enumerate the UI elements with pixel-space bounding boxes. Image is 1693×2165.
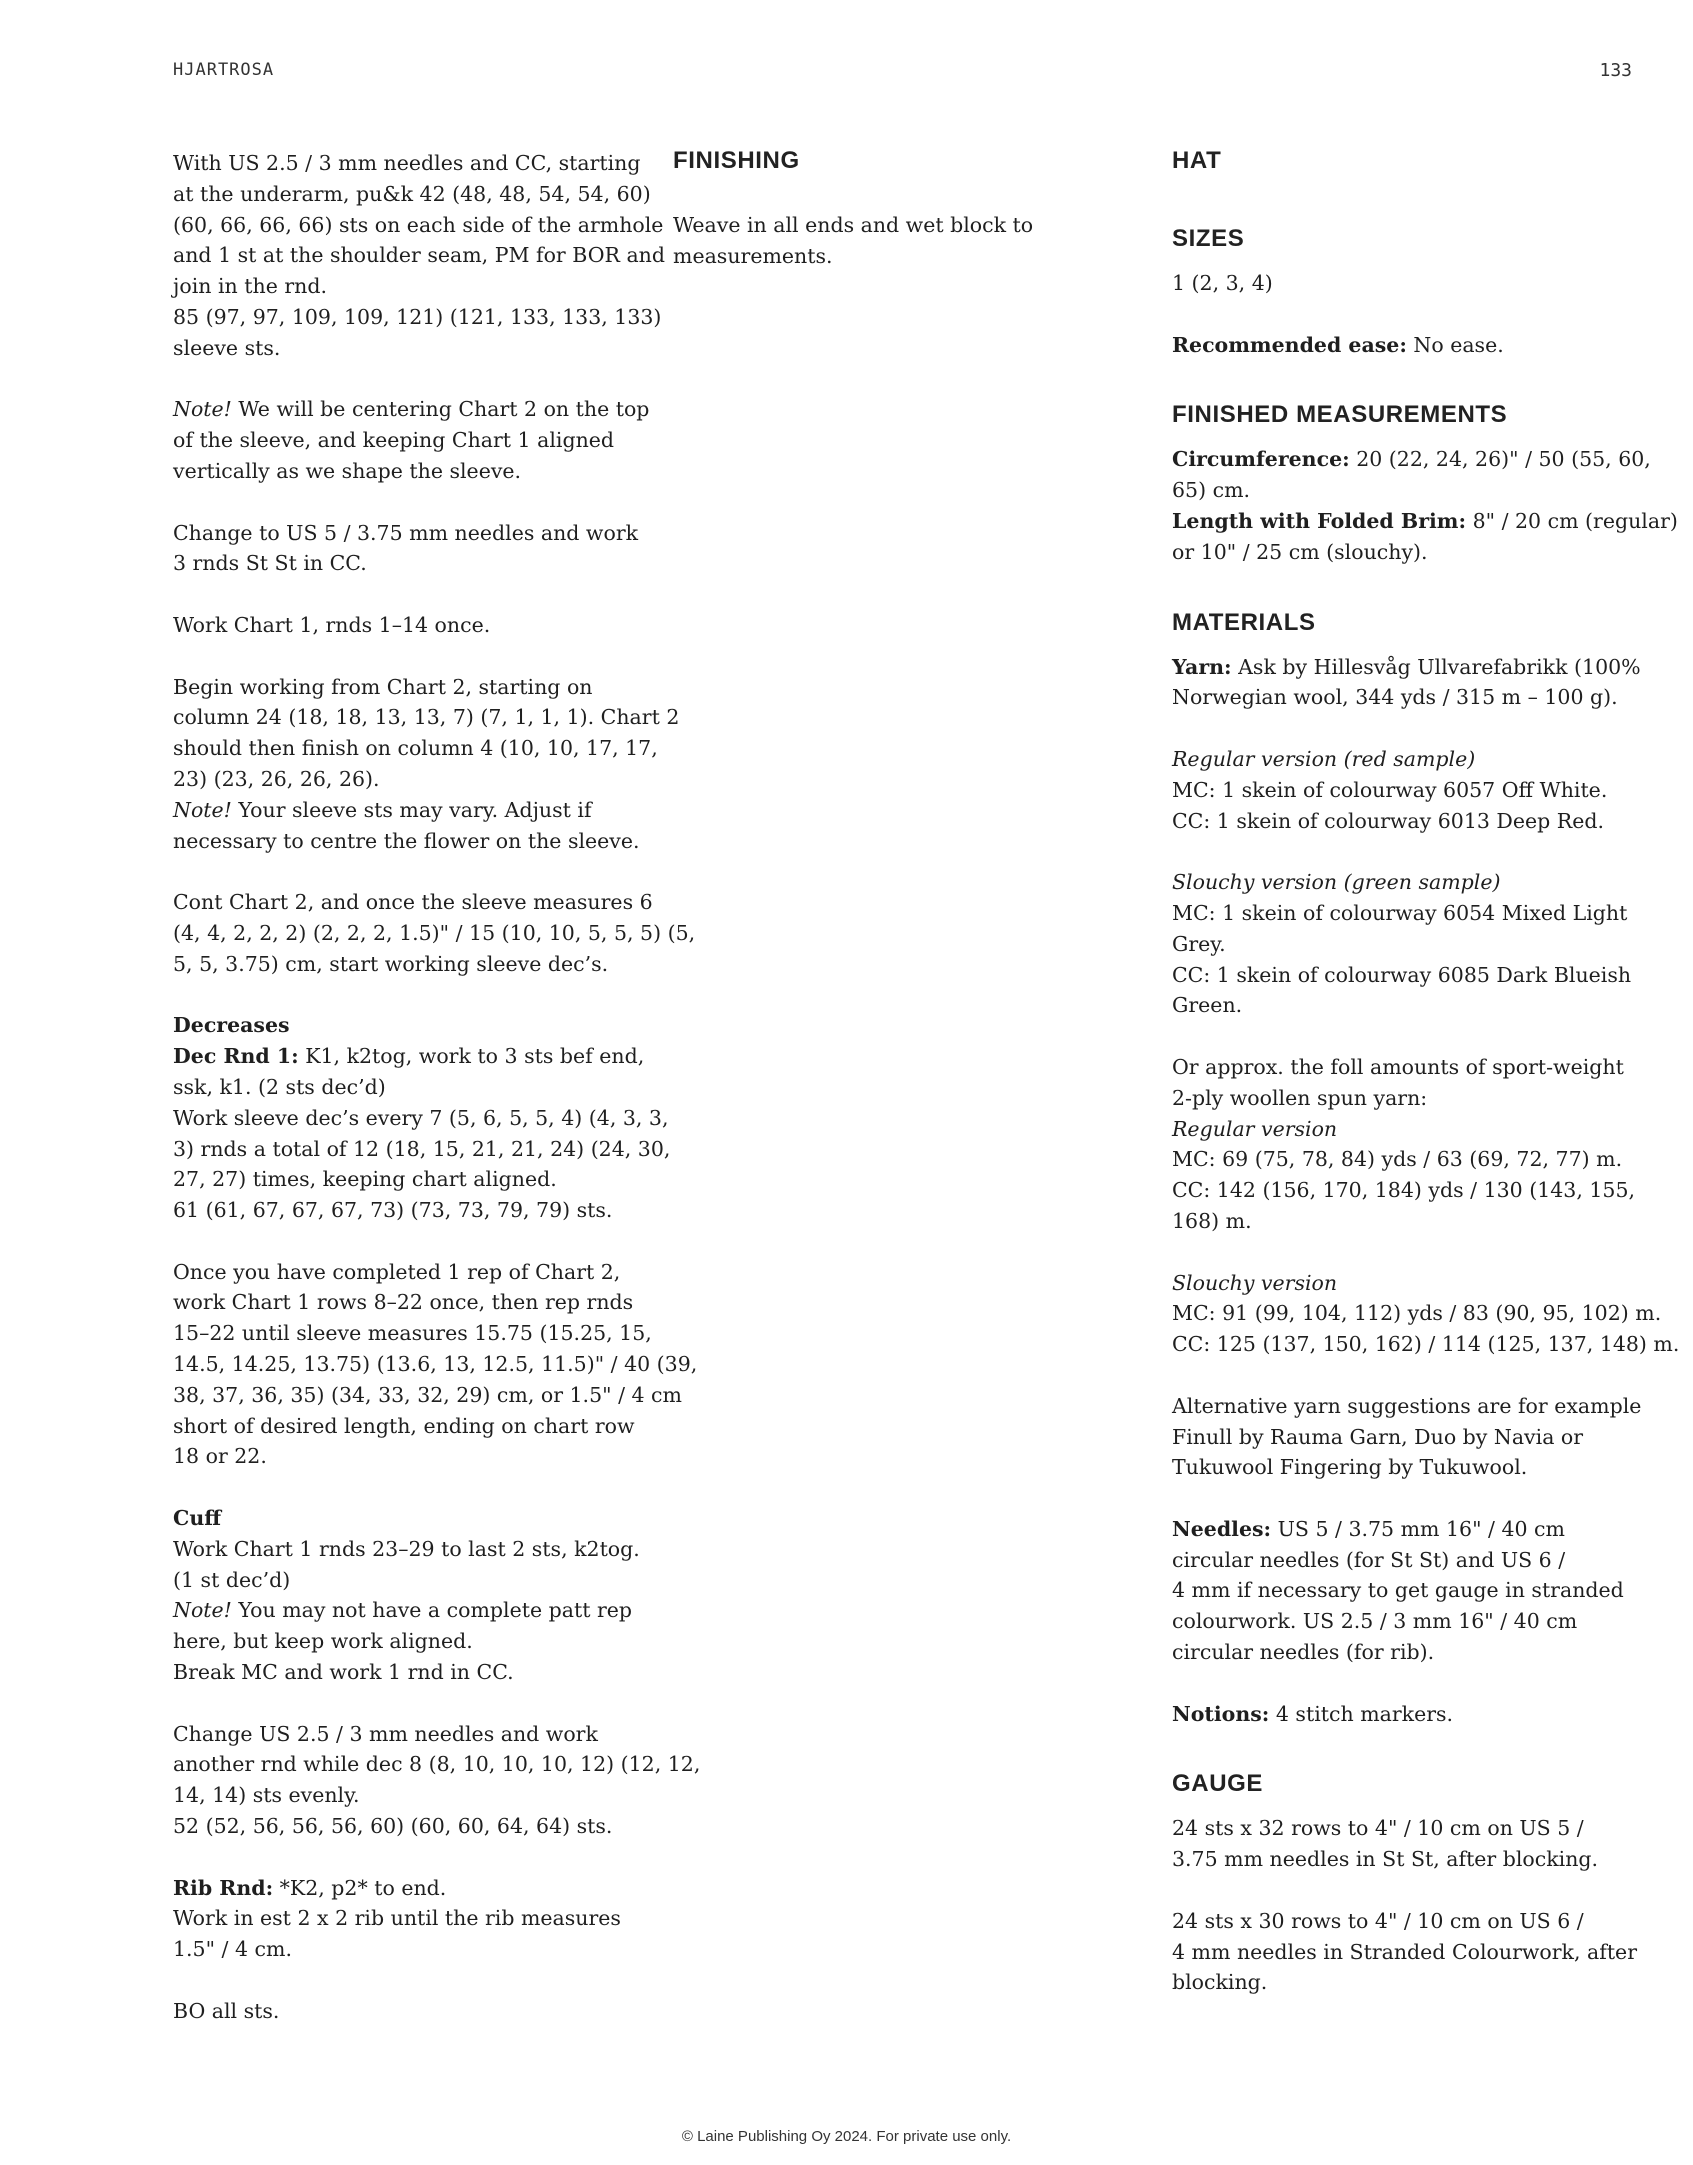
text-line: Tukuwool Fingering by Tukuwool. xyxy=(1172,1455,1528,1480)
notions-label: Notions: xyxy=(1172,1701,1270,1726)
text-line xyxy=(1172,444,1651,475)
finishing-heading: FINISHING xyxy=(673,147,800,174)
text-line xyxy=(173,1041,643,1072)
sizes-value: 1 (2, 3, 4) xyxy=(1172,271,1273,295)
text-line: column 24 (18, 18, 13, 13, 7) (7, 1, 1, 1). Chart 2 xyxy=(173,705,680,730)
text-line: (1 st dec’d) xyxy=(173,1567,291,1592)
text-line: Work sleeve dec’s every 7 (5, 6, 5, 5, 4) (4, 3, 3, xyxy=(173,1105,669,1130)
length-label: Length with Folded Brim: xyxy=(1172,508,1467,533)
cuff-heading: Cuff xyxy=(173,1506,222,1531)
sizes-paragraph xyxy=(1172,268,1642,299)
text-line: Green. xyxy=(1172,993,1243,1018)
text-line: ssk, k1. (2 sts dec’d) xyxy=(173,1074,386,1099)
text-line: CC: 1 skein of colourway 6013 Deep Red. xyxy=(1172,808,1604,833)
text-line: CC: 125 (137, 150, 162) / 114 (125, 137, 148) m. xyxy=(1172,1332,1680,1357)
text-line: 5, 5, 3.75) cm, start working sleeve dec’s. xyxy=(173,951,609,976)
cuff-decrease-paragraph xyxy=(173,1719,701,1842)
text-line: MC: 69 (75, 78, 84) yds / 63 (69, 72, 77) m. xyxy=(1172,1147,1623,1172)
note-label: Note! xyxy=(173,397,232,422)
text-line: Work Chart 1, rnds 1–14 once. xyxy=(173,612,491,637)
yarn-paragraph xyxy=(1172,652,1642,714)
text-line: measurements. xyxy=(673,243,833,268)
text-line: colourwork. US 2.5 / 3 mm 16" / 40 cm xyxy=(1172,1609,1578,1634)
text-line: 3.75 mm needles in St St, after blocking. xyxy=(1172,1847,1599,1872)
cuff-section xyxy=(173,1503,643,1688)
text-line: circular needles (for St St) and US 6 / xyxy=(1172,1547,1566,1572)
text-line: Weave in all ends and wet block to xyxy=(673,213,1034,237)
text-line: (4, 4, 2, 2, 2) (2, 2, 2, 1.5)" / 15 (10, 10, 5, 5, 5) (5, xyxy=(173,920,696,945)
approx-slouchy-title: Slouchy version xyxy=(1172,1270,1338,1295)
needle-change-paragraph xyxy=(173,518,643,580)
text-line: at the underarm, pu&k 42 (48, 48, 54, 54, 60) xyxy=(173,181,651,206)
text-line: (60, 66, 66, 66) sts on each side of the armhole xyxy=(173,212,664,237)
text-line: vertically as we shape the sleeve. xyxy=(173,458,522,483)
text-line: Cont Chart 2, and once the sleeve measures 6 xyxy=(173,890,653,915)
text-line xyxy=(173,1595,643,1626)
dec-rnd-text: K1, k2tog, work to 3 sts bef end, xyxy=(298,1044,645,1069)
text-line: short of desired length, ending on chart row xyxy=(173,1413,635,1438)
length-value: 8" / 20 cm (regular) xyxy=(1466,508,1678,533)
text-line: Work Chart 1 rnds 23–29 to last 2 sts, k2tog. xyxy=(173,1536,640,1561)
text-line: MC: 1 skein of colourway 6054 Mixed Light xyxy=(1172,900,1628,925)
text-line: 24 sts x 32 rows to 4" / 10 cm on US 5 / xyxy=(1172,1816,1584,1841)
text-line: 14.5, 14.25, 13.75) (13.6, 13, 12.5, 11.5)" / 40 (39, xyxy=(173,1352,698,1377)
sizes-heading: SIZES xyxy=(1172,225,1245,252)
text-line: 4 mm needles in Stranded Colourwork, after xyxy=(1172,1939,1637,1964)
finishing-column xyxy=(673,148,1143,272)
text-line: 18 or 22. xyxy=(173,1444,267,1469)
text-line: work Chart 1 rows 8–22 once, then rep rnds xyxy=(173,1290,634,1315)
hat-column xyxy=(1172,147,1680,1998)
regular-version-paragraph xyxy=(1172,744,1642,836)
hat-heading: HAT xyxy=(1172,147,1222,174)
copyright-footer: © Laine Publishing Oy 2024. For private use only. xyxy=(681,2128,1012,2145)
text-line: 14, 14) sts evenly. xyxy=(173,1783,360,1808)
text-line xyxy=(1172,1514,1642,1545)
finished-measurements-heading: FINISHED MEASUREMENTS xyxy=(1172,401,1508,429)
text-line: 27, 27) times, keeping chart aligned. xyxy=(173,1167,557,1192)
text-line xyxy=(173,795,643,826)
text-line: Begin working from Chart 2, starting on xyxy=(173,674,593,699)
approx-amounts-paragraph xyxy=(1172,1052,1642,1237)
note-text: You may not have a complete patt rep xyxy=(231,1598,633,1623)
approx-slouchy-paragraph xyxy=(1172,1268,1680,1360)
finishing-paragraph xyxy=(673,210,1143,272)
text-line: 85 (97, 97, 109, 109, 121) (121, 133, 133, 133) xyxy=(173,304,662,329)
measurements-paragraph xyxy=(1172,444,1678,567)
materials-heading: MATERIALS xyxy=(1172,608,1316,636)
text-line: 168) m. xyxy=(1172,1208,1252,1233)
bind-off-paragraph xyxy=(173,1996,643,2027)
text-line: 38, 37, 36, 35) (34, 33, 32, 29) cm, or 1.5" / 4 cm xyxy=(173,1382,682,1407)
text-line: circular needles (for rib). xyxy=(1172,1640,1435,1665)
text-line: Alternative yarn suggestions are for example xyxy=(1172,1393,1642,1418)
text-line: 52 (52, 56, 56, 56, 60) (60, 60, 64, 64) sts. xyxy=(173,1814,613,1839)
chart1-paragraph xyxy=(173,610,643,641)
text-line xyxy=(173,1873,643,1904)
rib-rnd-label: Rib Rnd: xyxy=(173,1875,274,1900)
chart-centering-note xyxy=(173,394,650,486)
text-line: Break MC and work 1 rnd in CC. xyxy=(173,1660,514,1685)
text-line: Change US 2.5 / 3 mm needles and work xyxy=(173,1721,598,1746)
regular-version-title: Regular version (red sample) xyxy=(1172,746,1476,771)
text-line: 3) rnds a total of 12 (18, 15, 21, 21, 24) (24, 30, xyxy=(173,1136,671,1161)
text-line xyxy=(1172,1699,1642,1730)
decreases-heading: Decreases xyxy=(173,1013,290,1038)
circumference-value: 20 (22, 24, 26)" / 50 (55, 60, xyxy=(1349,447,1651,472)
text-line: 24 sts x 30 rows to 4" / 10 cm on US 6 / xyxy=(1172,1908,1584,1933)
text-line: CC: 1 skein of colourway 6085 Dark Blueish xyxy=(1172,962,1632,987)
text-line: BO all sts. xyxy=(173,1998,280,2023)
rib-paragraph xyxy=(173,1873,643,1965)
text-line: of the sleeve, and keeping Chart 1 aligned xyxy=(173,428,615,453)
chart2-paragraph xyxy=(173,672,680,857)
circumference-label: Circumference: xyxy=(1172,447,1350,472)
text-line: 61 (61, 67, 67, 67, 73) (73, 73, 79, 79) sts. xyxy=(173,1198,613,1223)
decreases-section xyxy=(173,1010,671,1226)
gauge-heading: GAUGE xyxy=(1172,1770,1264,1798)
text-line xyxy=(173,394,650,425)
notions-value: 4 stitch markers. xyxy=(1269,1701,1454,1726)
text-line: 4 mm if necessary to get gauge in stranded xyxy=(1172,1578,1624,1603)
chart-repeat-paragraph xyxy=(173,1257,698,1473)
yarn-label: Yarn: xyxy=(1172,654,1232,679)
text-line xyxy=(1172,652,1642,683)
text-line: sleeve sts. xyxy=(173,335,281,360)
text-line: Grey. xyxy=(1172,931,1226,956)
text-line: CC: 142 (156, 170, 184) yds / 130 (143, 155, xyxy=(1172,1178,1636,1203)
text-line xyxy=(1172,330,1642,361)
text-line: 2-ply woollen spun yarn: xyxy=(1172,1085,1428,1110)
text-line: MC: 91 (99, 104, 112) yds / 83 (90, 95, 102) m. xyxy=(1172,1301,1662,1326)
needles-value: US 5 / 3.75 mm 16" / 40 cm xyxy=(1271,1516,1565,1541)
text-line: should then finish on column 4 (10, 10, 17, 17, xyxy=(173,736,658,761)
ease-paragraph xyxy=(1172,330,1642,361)
text-line: With US 2.5 / 3 mm needles and CC, starting xyxy=(173,151,641,175)
text-line: or 10" / 25 cm (slouchy). xyxy=(1172,539,1428,564)
gauge-st-st-paragraph xyxy=(1172,1813,1642,1875)
note-label: Note! xyxy=(173,797,232,822)
text-line: Work in est 2 x 2 rib until the rib measures xyxy=(173,1906,621,1931)
text-line: Change to US 5 / 3.75 mm needles and work xyxy=(173,520,639,545)
note-label: Note! xyxy=(173,1598,232,1623)
note-text: We will be centering Chart 2 on the top xyxy=(231,397,650,422)
gauge-colourwork-paragraph xyxy=(1172,1906,1642,1998)
note-text: Your sleeve sts may vary. Adjust if xyxy=(231,797,592,822)
rib-rnd-text: *K2, p2* to end. xyxy=(273,1875,447,1900)
text-line: here, but keep work aligned. xyxy=(173,1629,473,1654)
slouchy-version-paragraph xyxy=(1172,867,1642,1021)
yarn-value: Ask by Hillesvåg Ullvarefabrikk (100% xyxy=(1231,654,1641,679)
text-line: 23) (23, 26, 26, 26). xyxy=(173,766,380,791)
text-line: Norwegian wool, 344 yds / 315 m – 100 g). xyxy=(1172,685,1618,710)
text-line: and 1 st at the shoulder seam, PM for BOR and xyxy=(173,243,665,268)
text-line: Once you have completed 1 rep of Chart 2, xyxy=(173,1259,621,1284)
text-line: 1.5" / 4 cm. xyxy=(173,1937,292,1962)
text-line: another rnd while dec 8 (8, 10, 10, 10, 12) (12, 12, xyxy=(173,1752,701,1777)
alternative-yarn-paragraph xyxy=(1172,1391,1642,1483)
text-line: necessary to centre the flower on the sleeve. xyxy=(173,828,640,853)
sleeve-pickup-paragraph xyxy=(173,148,665,364)
text-line: MC: 1 skein of colourway 6057 Off White. xyxy=(1172,777,1608,802)
page-number: 133 xyxy=(1599,60,1632,81)
sleeve-instructions-column xyxy=(173,148,701,2027)
ease-label: Recommended ease: xyxy=(1172,332,1407,357)
text-line xyxy=(1172,506,1678,537)
text-line: Or approx. the foll amounts of sport-weight xyxy=(1172,1054,1624,1079)
text-line: 65) cm. xyxy=(1172,478,1251,503)
text-line: 3 rnds St St in CC. xyxy=(173,551,367,576)
sleeve-length-paragraph xyxy=(173,887,696,979)
notions-paragraph xyxy=(1172,1699,1642,1730)
text-line: blocking. xyxy=(1172,1970,1268,1995)
text-line: 15–22 until sleeve measures 15.75 (15.25, 15, xyxy=(173,1321,652,1346)
ease-value: No ease. xyxy=(1406,332,1504,357)
approx-regular-title: Regular version xyxy=(1172,1116,1338,1141)
dec-rnd-label: Dec Rnd 1: xyxy=(173,1044,299,1069)
slouchy-version-title: Slouchy version (green sample) xyxy=(1172,870,1501,895)
running-header-title: HJARTROSA xyxy=(173,60,275,80)
text-line: join in the rnd. xyxy=(173,274,327,299)
text-line: Finull by Rauma Garn, Duo by Navia or xyxy=(1172,1424,1584,1449)
needles-paragraph xyxy=(1172,1514,1642,1668)
needles-label: Needles: xyxy=(1172,1516,1272,1541)
